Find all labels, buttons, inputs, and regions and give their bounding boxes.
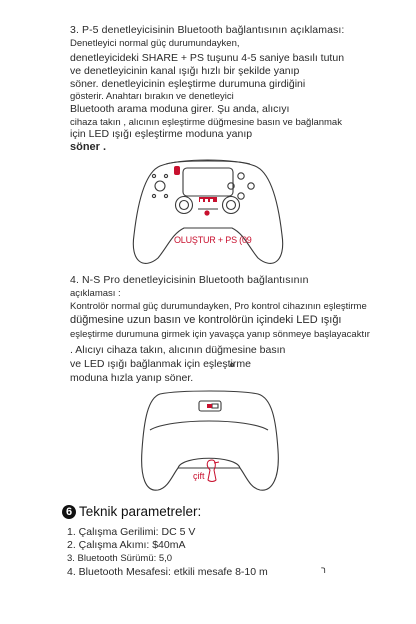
section4-line-5: ve LED ışığı bağlanmak için eşleştirme [70,358,251,370]
section4-line-3: eşleştirme durumuna girmek için yavaşça yanıp sönmeye başlayacaktır [70,329,370,340]
section6-title: Teknik parametreler: [79,504,202,519]
p5-figure-caption: OLUŞTUR + PS (09 [174,235,252,245]
section4-line-1: Kontrolör normal güç durumundayken, Pro kontrol cihazının eşleştirme [70,301,367,312]
section3-line-7: cihaza takın , alıcının eşleştirme düğmesine basın ve bağlanmak [70,117,342,128]
section3-line-1: Denetleyici normal güç durumundayken, [70,38,240,49]
section6-item-2: 2. Çalışma Akımı: $40mA [67,539,186,551]
section6-number-badge: 6 [62,505,76,519]
section3-line-5: gösterir. Anahtarı bırakın ve denetleyici [70,91,234,102]
trailing-mark: ר [321,565,326,575]
ps-button-highlight-icon [204,210,209,215]
section4-line-4: . Alıcıyı cihaza takın, alıcının düğmesine basın [70,344,286,356]
section4-line-2: düğmesine uzun basın ve kontrolörün içindeki LED ışığı [70,314,342,326]
section6-item-3: 3. Bluetooth Sürümü: 5,0 [67,553,173,564]
section6-item-1: 1. Çalışma Gerilimi: DC 5 V [67,526,196,538]
section4-heading-2: açıklaması : [70,288,121,299]
section4-line-6: moduna hızla yanıp söner. [70,372,194,384]
hand-press-icon [207,460,219,482]
section3-line-6: Bluetooth arama moduna girer. Şu anda, alıcıyı [70,103,290,115]
section3-line-4: söner. denetleyicinin eşleştirme durumuna girdiğini [70,78,306,90]
section3-line-3: ve denetleyicinin kanal ışığı hızlı bir şekilde yanıp [70,65,300,77]
section3-line-9: söner . [70,141,107,153]
section3-heading: 3. P-5 denetleyicisinin Bluetooth bağlantısının açıklaması: [70,24,345,36]
ps-light-bar-icon [199,197,217,202]
share-button-highlight-icon [174,166,180,175]
ns-pro-figure-caption: çift [193,471,205,481]
pair-button-highlight-icon [207,404,212,408]
section3-line-2: denetleyicideki SHARE + PS tuşunu 4-5 saniye basılı tutun [70,52,345,64]
section3-line-8: için LED ışığı eşleştirme moduna yanıp [70,128,253,140]
section4-heading: 4. N-S Pro denetleyicisinin Bluetooth bağlantısının [70,274,309,286]
section6-item-4: 4. Bluetooth Mesafesi: etkili mesafe 8-10 m [67,566,268,578]
